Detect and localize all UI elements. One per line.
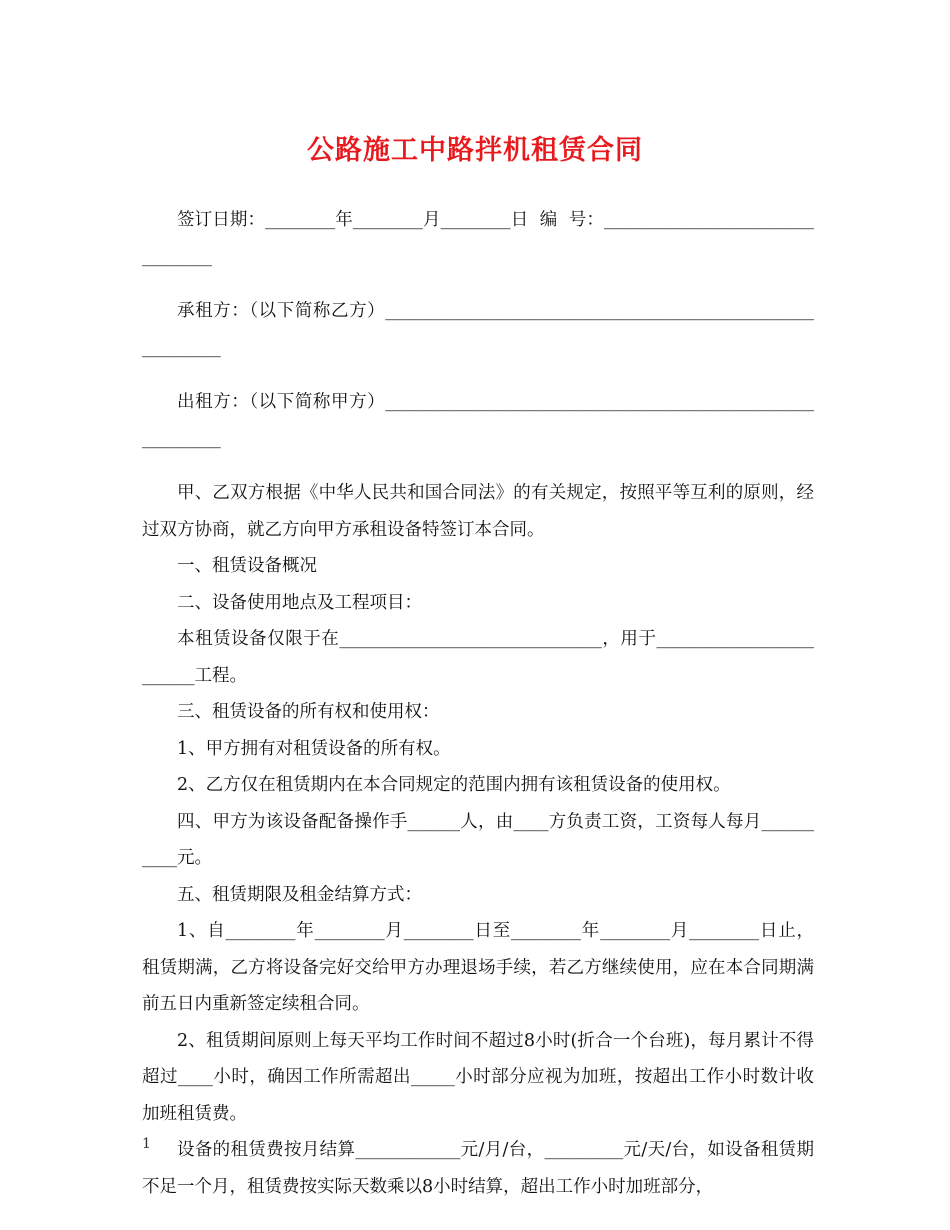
page-number: 1 xyxy=(142,1136,151,1152)
paragraph-preamble: 甲、乙双方根据《中华人民共和国合同法》的有关规定，按照平等互利的原则，经过双方协商，就乙方向甲方承租设备特签订本合同。 xyxy=(142,483,814,540)
section-heading-1: 一、租赁设备概况 xyxy=(177,556,317,576)
paragraph-lessor: 出租方：（以下简称甲方）__________________________________________________________ xyxy=(142,392,814,449)
section-heading-2: 二、设备使用地点及工程项目： xyxy=(177,592,422,613)
section-heading-5: 五、租赁期限及租金结算方式： xyxy=(177,884,422,905)
paragraph-lessee: 承租方：（以下简称乙方）__________________________________________________________ xyxy=(142,301,814,358)
paragraph-term: 1、自________年________月________日至________年________月________日止，租赁期满，乙方将设备完好交给甲方办理退场手续，若乙方继续使用，应在本合同期满前五日内重新签定续租合同。 xyxy=(142,921,814,1014)
paragraph-ownership: 1、甲方拥有对租赁设备的所有权。 xyxy=(177,738,451,759)
document-title: 公路施工中路拌机租赁合同 xyxy=(307,135,643,166)
paragraph-rent-settlement: 设备的租赁费按月结算____________元/月/台，_________元/天/台，如设备租赁期不足一个月，租赁费按实际天数乘以8小时结算，超出工作小时加班部分， xyxy=(142,1140,814,1197)
document-body xyxy=(142,202,814,1205)
paragraph-working-hours: 2、租赁期间原则上每天平均工作时间不超过8小时(折合一个台班)，每月累计不得超过____小时，确因工作所需超出_____小时部分应视为加班，按超出工作小时数计收加班租赁费。 xyxy=(142,1030,814,1124)
section-heading-3: 三、租赁设备的所有权和使用权： xyxy=(177,702,440,722)
paragraph-sign-date: 签订日期：________年________月________日 编 号：________________________________ xyxy=(142,210,814,267)
paragraph-usage-right: 2、乙方仅在租赁期内在本合同规定的范围内拥有该租赁设备的使用权。 xyxy=(177,775,731,795)
paragraph-location: 本租赁设备仅限于在______________________________，用于________________________工程。 xyxy=(142,629,814,686)
section-heading-4: 四、甲方为该设备配备操作手______人，由____方负责工资，工资每人每月__________元。 xyxy=(142,811,814,868)
